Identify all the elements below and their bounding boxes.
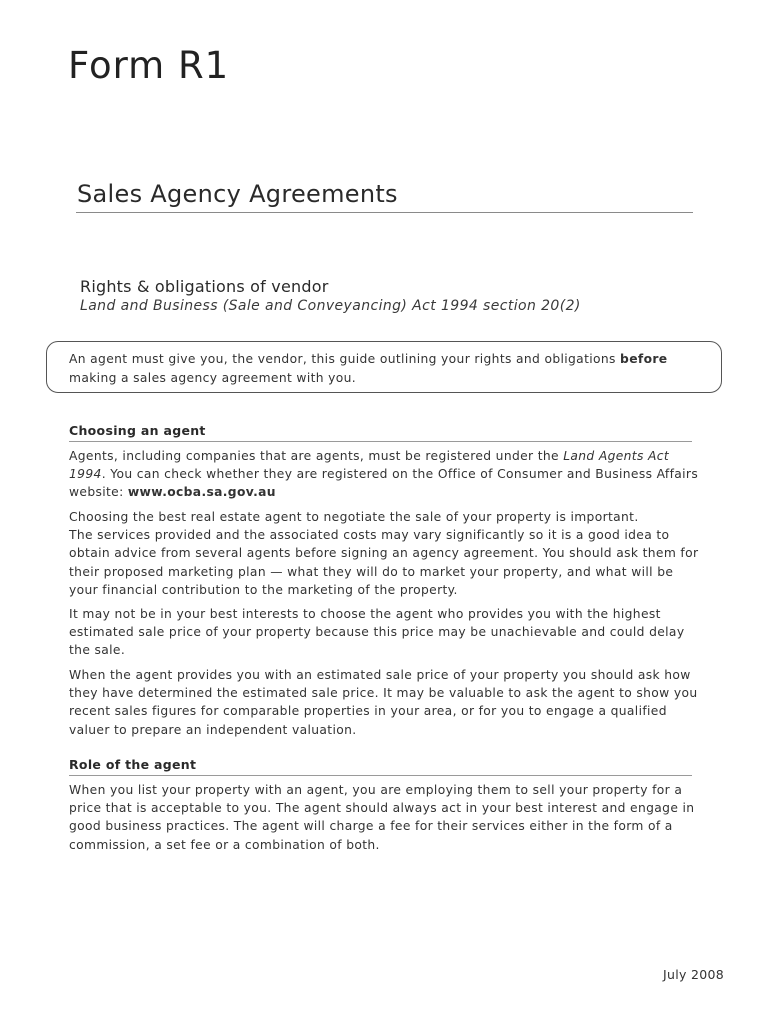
choosing-p1-text-a: Agents, including companies that are agents, must be registered under the <box>69 449 564 463</box>
ocba-website-link[interactable]: www.ocba.sa.gov.au <box>127 485 276 500</box>
section-title: Sales Agency Agreements <box>77 180 398 208</box>
notice-box <box>46 341 722 393</box>
rights-heading: Rights & obligations of vendor <box>80 277 329 296</box>
title-divider <box>76 212 693 213</box>
choosing-paragraph-3: It may not be in your best interests to choose the agent who provides you with the highest estimated sale price of your property because this price may be unachievable and could delay the sale. <box>69 607 685 658</box>
notice-text <box>69 350 699 387</box>
notice-text-after: making a sales agency agreement with you. <box>69 370 357 385</box>
role-agent-heading: Role of the agent <box>69 757 197 772</box>
role-agent-divider <box>69 775 692 776</box>
form-title: Form R1 <box>68 44 230 87</box>
notice-emphasis: before <box>620 352 668 366</box>
choosing-p2-line1: Choosing the best real estate agent to negotiate the sale of your property is important. <box>69 510 639 524</box>
choosing-paragraph-2 <box>69 508 699 599</box>
choosing-agent-heading: Choosing an agent <box>69 423 206 438</box>
choosing-p2-rest: The services provided and the associated costs may vary significantly so it is a good idea to obtain advice from several agents before signing an agency agreement. You should ask them for their proposed marketing plan — what they will do to market your property, and what will be your financial contribution to the marketing of the property. <box>69 528 699 597</box>
land-agents-act: Land Agents Act 1994 <box>69 449 670 482</box>
choosing-p1-text-b: . You can check whether they are registered on the Office of Consumer and Business Affairs website: <box>69 467 699 500</box>
choosing-paragraph-4: When the agent provides you with an estimated sale price of your property you should ask how they have determined the estimated sale price. It may be valuable to ask the agent to show you recent sales figures for comparable properties in your area, or for you to engage a qualified valuer to prepare an independent valuation. <box>69 668 698 737</box>
rights-act-reference: Land and Business (Sale and Conveyancing) Act 1994 section 20(2) <box>80 298 581 314</box>
role-paragraph-1: When you list your property with an agent, you are employing them to sell your property for a price that is acceptable to you. The agent should always act in your best interest and engage in good business practices. The agent will charge a fee for their services either in the form of a commission, a set fee or a combination of both. <box>69 783 695 852</box>
choosing-paragraph-1 <box>69 447 699 502</box>
notice-text-before: An agent must give you, the vendor, this guide outlining your rights and obligations <box>69 352 621 366</box>
footer-date: July 2008 <box>663 967 724 982</box>
choosing-agent-divider <box>69 441 692 442</box>
